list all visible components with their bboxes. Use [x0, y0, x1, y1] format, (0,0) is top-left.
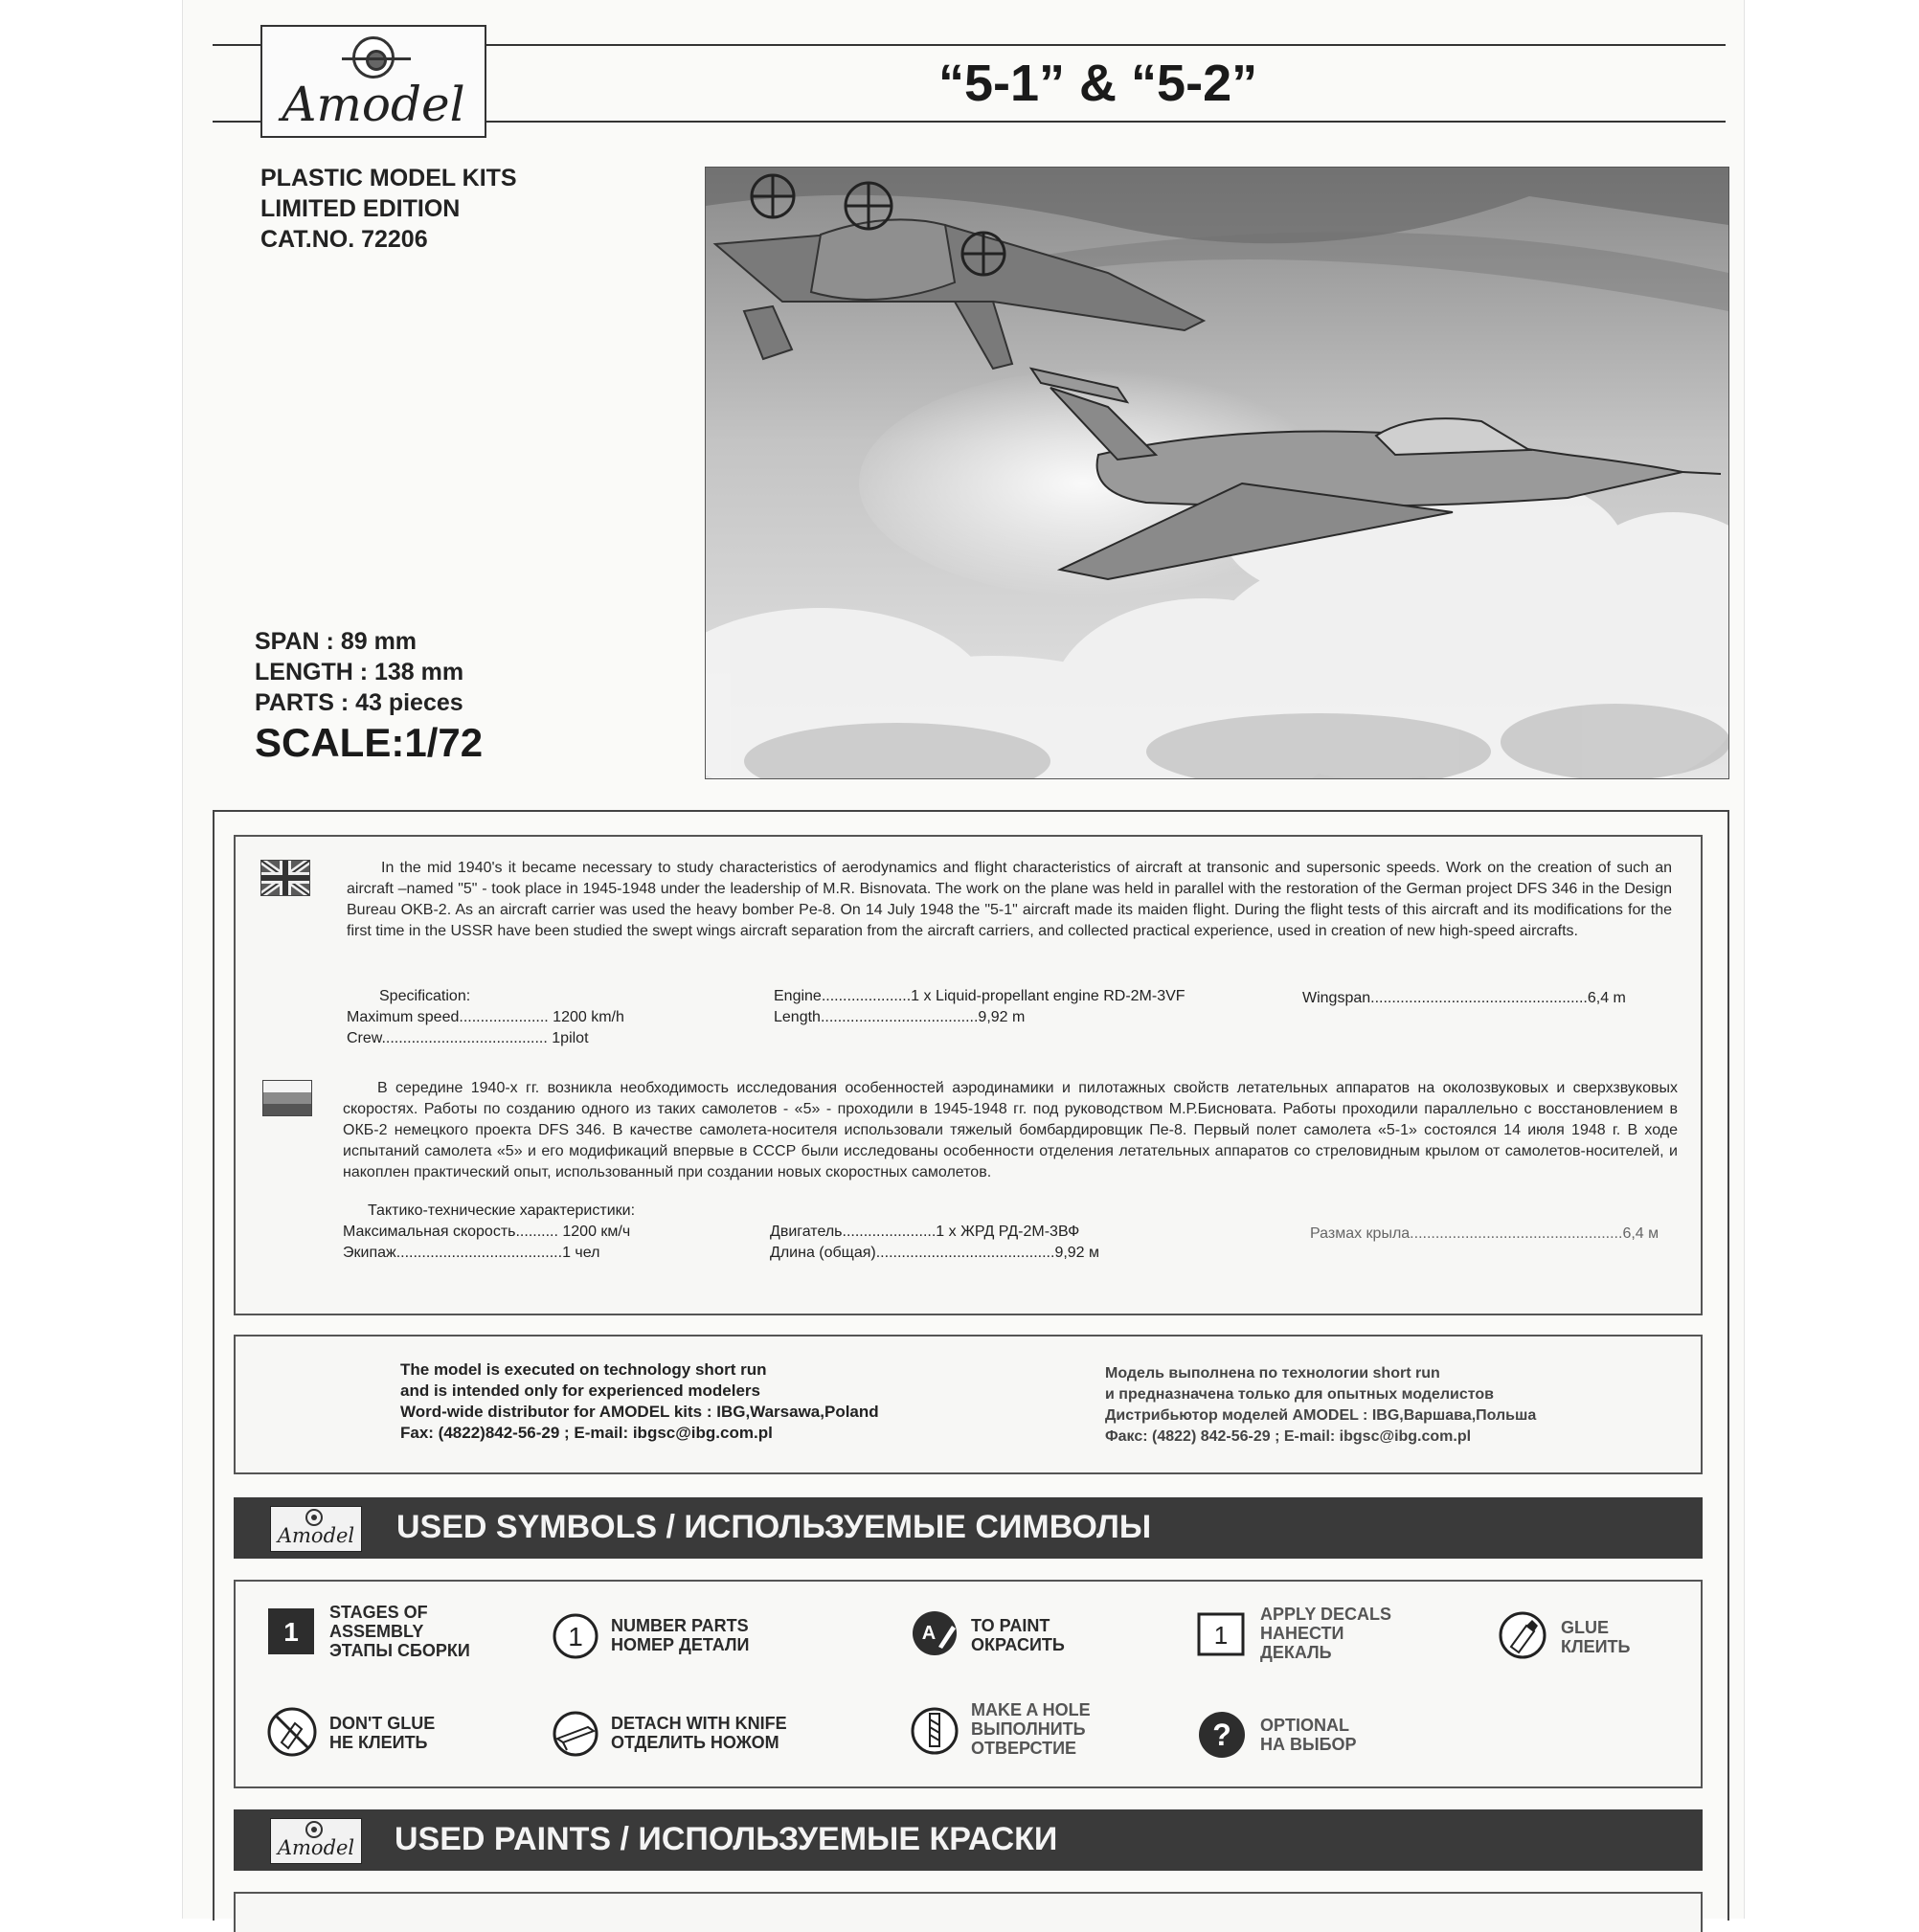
symbol-label: GLUE КЛЕИТЬ [1561, 1618, 1631, 1656]
optional-icon [1197, 1710, 1247, 1764]
ru-max-speed: Максимальная скорость.......... 1200 км/ч [343, 1224, 631, 1240]
svg-text:1: 1 [283, 1617, 299, 1647]
svg-text:1: 1 [1213, 1621, 1229, 1650]
kit-info [260, 163, 517, 255]
decal-icon [1197, 1612, 1245, 1661]
notice-en-line-3: Word-wide distributor for AMODEL kits : IBG,Warsawa,Poland [400, 1403, 879, 1421]
stage-number-icon [268, 1608, 314, 1659]
glue-icon [1498, 1610, 1547, 1665]
notice-en-line-1: The model is executed on technology short run [400, 1360, 767, 1379]
en-spec-heading: Specification: [379, 988, 471, 1004]
paints-box [234, 1892, 1703, 1932]
notice-russian [1105, 1363, 1536, 1448]
en-length: Length.....................................9,92 m [774, 1009, 1026, 1025]
symbol-label: OPTIONAL НА ВЫБОР [1260, 1716, 1357, 1754]
kit-line-1: PLASTIC MODEL KITS [260, 165, 517, 191]
en-wingspan: Wingspan...................................................6,4 m [1302, 990, 1626, 1006]
svg-text:?: ? [1212, 1718, 1231, 1752]
symbol-label: APPLY DECALS НАНЕСТИ ДЕКАЛЬ [1260, 1605, 1392, 1662]
symbol-label: DETACH WITH KNIFE ОТДЕЛИТЬ НОЖОМ [611, 1714, 787, 1752]
kit-dimensions [255, 626, 463, 718]
bar-logo [270, 1506, 362, 1552]
roundel-icon [352, 36, 395, 79]
english-description: In the mid 1940's it became necessary to study characteristics of aerodynamics and flight characteristics of aircraft at transonic and supersonic speeds. Work on the creation of such an aircraft –named "5" - took place in 1945-1948 under the leadership of M.R. Bisnovata. The work on the plane was held in parallel with the restoration of the German project DFS 346 in the Design Bureau OKB-2. As an aircraft carrier was used the heavy bomber Pe-8. On 14 July 1948 the "5-1" aircraft made its maiden flight. During the flight tests of this aircraft and its modifications for the first time in the USSR have been studied the swept wings aircraft separation from the aircraft carriers, and collected practical experience, used in creation of new high-speed aircrafts. [347, 860, 1672, 939]
box-art-illustration [705, 167, 1729, 779]
notice-ru-line-4: Факс: (4822) 842-56-29 ; E-mail: ibgsc@ibg.com.pl [1105, 1428, 1472, 1445]
paint-brush-icon [910, 1608, 960, 1663]
kit-length: LENGTH : 138 mm [255, 659, 464, 685]
logo-text: Amodel [282, 77, 465, 132]
catalog-number: CAT.NO. 72206 [260, 226, 428, 253]
drill-hole-icon [910, 1704, 960, 1763]
svg-text:1: 1 [568, 1622, 583, 1651]
notice-english [400, 1359, 879, 1444]
notice-en-line-4: Fax: (4822)842-56-29 ; E-mail: ibgsc@ibg.com.pl [400, 1424, 773, 1442]
ru-wingspan: Размах крыла..................................................6,4 м [1310, 1225, 1659, 1242]
en-engine: Engine.....................1 x Liquid-propellant engine RD-2M-3VF [774, 988, 1185, 1004]
used-symbols-title: USED SYMBOLS / ИСПОЛЬЗУЕМЫЕ СИМВОЛЫ [396, 1509, 1152, 1545]
kit-line-2: LIMITED EDITION [260, 195, 461, 222]
amodel-logo [260, 25, 486, 138]
used-paints-title: USED PAINTS / ИСПОЛЬЗУЕМЫЕ КРАСКИ [395, 1821, 1058, 1857]
no-glue-icon [266, 1706, 318, 1763]
russia-flag-icon [262, 1080, 312, 1116]
bar-logo [270, 1818, 362, 1864]
kit-title: “5-1” & “5-2” [938, 55, 1258, 112]
ru-length: Длина (общая)..........................................9,92 м [770, 1245, 1100, 1261]
used-paints-header [234, 1809, 1703, 1871]
ru-crew: Экипаж.......................................1 чел [343, 1245, 600, 1261]
symbol-label: DON'T GLUE НЕ КЛЕИТЬ [329, 1714, 436, 1752]
en-crew: Crew....................................... 1pilot [347, 1030, 589, 1046]
kit-parts: PARTS : 43 pieces [255, 689, 463, 716]
symbol-label: TO PAINT ОКРАСИТЬ [971, 1616, 1065, 1654]
knife-icon [550, 1710, 601, 1763]
bar-logo-text: Amodel [277, 1836, 355, 1859]
uk-flag-icon [260, 860, 310, 896]
symbol-label: MAKE A HOLE ВЫПОЛНИТЬ ОТВЕРСТИЕ [971, 1700, 1091, 1758]
kit-scale: SCALE:1/72 [255, 720, 484, 765]
russian-description: В середине 1940-х гг. возникла необходимость исследования особенностей аэродинамики и пилотажных свойств летательных аппаратов на околозвуковых и сверхзвуковых скоростях. Работы по созданию одного из таких самолетов - «5» - проходили в 1945-1948 гг. под руководством М.Р.Бисновата. Работы проходили параллельно с восстановлением в ОКБ-2 немецкого проекта DFS 346. В качестве самолета-носителя использовали тяжелый бомбардировщик Пе-8. Первый полет самолета «5-1» состоялся 14 июля 1948 г. В ходе испытаний самолета «5» и его модификаций впервые в СССР были исследованы особенности отделения летательных аппаратов со стреловидным крылом от самолетов-носителей, и накоплен практический опыт, использованный при создании новых скоростных самолетов. [343, 1080, 1678, 1180]
ru-spec-heading: Тактико-технические характеристики: [368, 1202, 636, 1219]
en-max-speed: Maximum speed..................... 1200 km/h [347, 1009, 624, 1025]
svg-text:A: A [921, 1623, 937, 1644]
ru-engine: Двигатель......................1 x ЖРД РД-2М-3ВФ [770, 1224, 1080, 1240]
part-number-icon [552, 1612, 599, 1665]
symbol-label: STAGES OF ASSEMBLY ЭТАПЫ СБОРКИ [329, 1603, 470, 1660]
used-symbols-header [234, 1497, 1703, 1559]
notice-en-line-2: and is intended only for experienced modelers [400, 1382, 760, 1400]
symbol-label: NUMBER PARTS НОМЕР ДЕТАЛИ [611, 1616, 750, 1654]
notice-ru-line-3: Дистрибьютор моделей AMODEL : IBG,Варшава,Польша [1105, 1407, 1537, 1424]
notice-ru-line-2: и предназначена только для опытных моделистов [1105, 1386, 1494, 1403]
notice-ru-line-1: Модель выполнена по технологии short run [1105, 1365, 1440, 1382]
bar-logo-text: Amodel [277, 1524, 355, 1547]
kit-span: SPAN : 89 mm [255, 628, 418, 655]
